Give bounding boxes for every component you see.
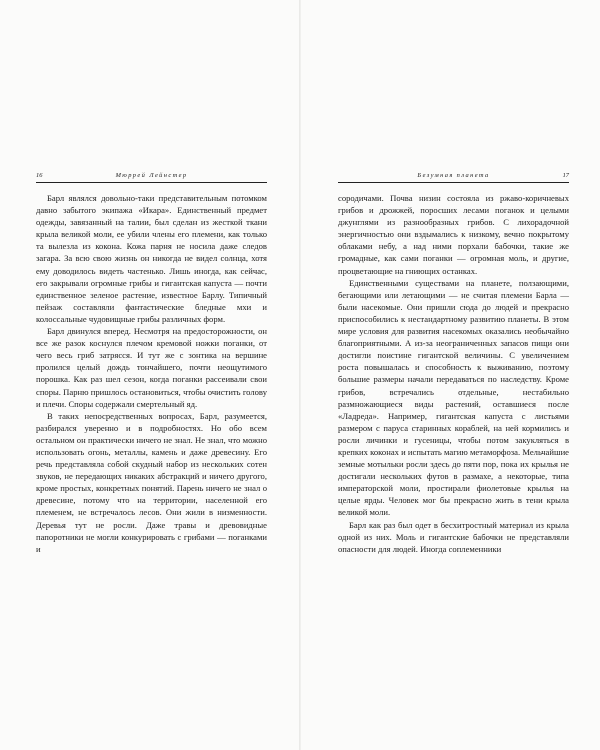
right-page-header: [338, 170, 569, 183]
book-gutter: [299, 0, 301, 750]
left-running-head: Мюррей Лейнстер: [115, 172, 188, 179]
left-page-body: [36, 192, 267, 555]
right-running-head: Безумная планета: [417, 172, 490, 179]
paragraph: сородичами. Почва низин состояла из ржаво-коричневых грибов и дрожжей, поросших лесами поганок и целыми джунглями из разнообразных грибов. С лихорадочной энергичностью они вздымались к низкому, вечно покрытому облаками небу, а над ними порхали бабочки, такие же громадные, как сами поганки — огромная моль, и другие, процветающие на гниющих останках.: [338, 193, 569, 276]
right-page-body: [338, 192, 569, 555]
paragraph: Барл являлся довольно-таки представительным потомком давно забытого экипажа «Икара». Единственный предмет одежды, завязанный на талии, был сделан из жесткой ткани крыла великой моли, ее убили члены его племени, как только та вылезла из кокона. Кожа парня не носила даже следов загара. За всю свою жизнь он никогда не видел солнца, хотя ему доводилось видеть частенько. Лишь иногда, как сейчас, его закрывали огромные грибы и гигантская капуста — почти единственное зеленое растение, известное Барлу. Типичный пейзаж составляли фантастические бледные мхи и колоссальные чудовищные грибы различных форм.: [36, 193, 267, 324]
left-page-number: 16: [36, 172, 43, 179]
paragraph: Барл как раз был одет в бесхитростный материал из крыла одной из них. Моль и гигантские бабочки не представляли опасности для людей. Иногда соплеменники: [338, 519, 569, 554]
paragraph: В таких непосредственных вопросах, Барл, разумеется, разбирался уверенно и в подробностях. Но обо всем остальном он практически ничего не знал. Не знал, что можно использовать огонь, металлы, камень и даже древесину. Его речь представляла собой скудный набор из нескольких сотен звуков, не передающих никаких абстракций и ничего другого, кроме простых, конкретных понятий. Парень ничего не знал о древесине, потому что на территории, населенной его племенем, не встречалось лесов. Они жили в низменности. Деревья тут не росли. Даже травы и древовидные папоротники не могли конкурировать с грибами — поганками и: [36, 410, 267, 554]
left-page: [36, 170, 267, 555]
right-page-number: 17: [562, 172, 569, 179]
paragraph: Барл двинулся вперед. Несмотря на предосторожности, он все же разок коснулся плечом кремовой ножки поганки, от чего весь гриб затрясся. И тут же с зонтика на вершине пролился целый дождь тончайшего, почти неощутимого порошка. Как раз шел сезон, когда поганки рассеивали свои споры. Парню пришлось остановиться, чтобы очистить голову и плечи. Споры содержали смертельный яд.: [36, 326, 267, 409]
left-page-header: [36, 170, 267, 183]
right-page: [338, 170, 569, 555]
paragraph: Единственными существами на планете, ползающими, бегающими или летающими — не считая племени Барла — были насекомые. Они пришли сюда до людей и прекрасно приспособились к нестандартному развитию планеты. В этом мире условия для развития насекомых оказались необычайно благоприятными. А из-за неограниченных запасов пищи они достигли поистине гигантской величины. С увеличением роста повышалась и способность к выживанию, поэтому большие размеры начали передаваться по наследству. Кроме грибов, встречались отдельные, нестабильно размножающиеся виды растений, оставшиеся после «Ладреда». Например, гигантская капуста с листьями размером с паруса старинных кораблей, на ней кормились и росли личинки и гусеницы, чтобы потом закукляться в крепких коконах и испытать магию метаморфоза. Мельчайшие земные мотыльки росли здесь до пяти пор, пока их крылья не достигали нескольких футов в размахе, а некоторые, типа императорской моли, простирали фиолетовые крылья на целые ярды. Человек мог бы прекрасно жить в тени крыла великой моли.: [338, 277, 569, 518]
